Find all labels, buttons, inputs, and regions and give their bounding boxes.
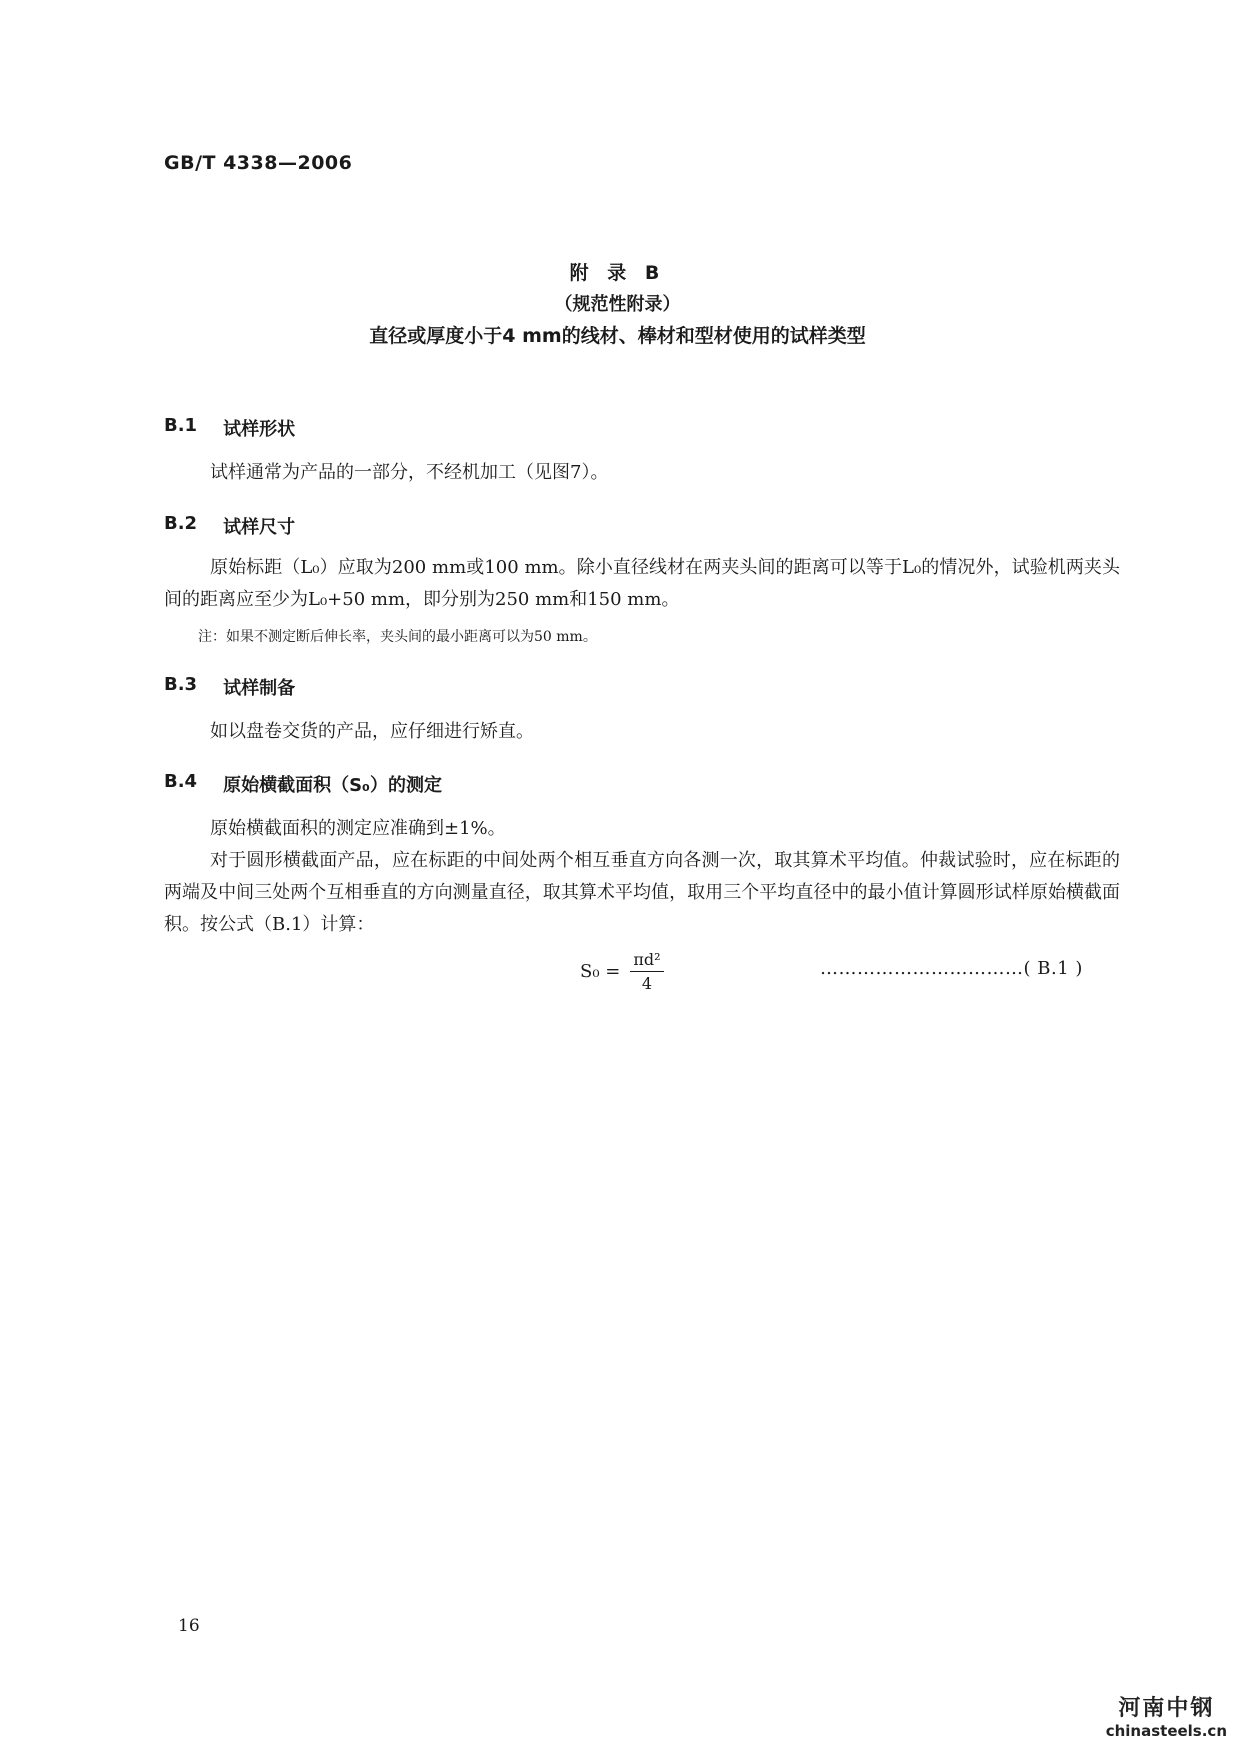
section-heading-b3 [164,674,295,700]
page-number: 16 [178,1616,200,1636]
formula-label-row [820,958,1083,979]
formula-label: ( B.1 ) [1023,958,1083,979]
formula-lhs: S₀ = [580,961,621,982]
section-title: 原始横截面积（S₀）的测定 [223,775,442,796]
formula-denominator: 4 [641,974,653,993]
appendix-subtitle: （规范性附录） [554,294,681,315]
formula-leader: …………………………… [820,958,1024,979]
appendix-title: 附 录 B [569,262,666,284]
section-number: B.1 [164,415,198,436]
section-heading-b1 [164,415,295,441]
paragraph: 对于圆形横截面产品，应在标距的中间处两个相互垂直方向各测一次，取其算术平均值。仲裁试验时，应在标距的两端及中间三处两个互相垂直的方向测量直径，取其算术平均值，取用三个平均直径中的最小值计算圆形试样原始横截面积。按公式（B.1）计算： [164,850,1120,935]
appendix-heading: 直径或厚度小于4 mm的线材、棒材和型材使用的试样类型 [369,325,866,347]
standard-code: GB/T 4338—2006 [164,152,353,174]
section-title: 试样形状 [223,419,296,440]
watermark-en: chinasteels.cn [1105,1722,1227,1740]
note: 注：如果不测定断后伸长率，夹头间的最小距离可以为50 mm。 [198,629,597,645]
section-number: B.4 [164,771,198,792]
formula-numerator: πd² [630,950,663,972]
section-number: B.2 [164,513,198,534]
section-title: 试样制备 [223,678,296,699]
paragraph: 试样通常为产品的一部分，不经机加工（见图7）。 [210,462,609,483]
paragraph: 原始横截面积的测定应准确到±1%。 [210,818,506,839]
watermark-cn: 河南中钢 [1118,1696,1215,1721]
section-heading-b2 [164,513,295,539]
watermark [1106,1691,1227,1740]
paragraph: 如以盘卷交货的产品，应仔细进行矫直。 [210,721,534,742]
section-heading-b4 [164,771,442,797]
formula-fraction [630,950,663,993]
paragraph: 原始标距（L₀）应取为200 mm或100 mm。除小直径线材在两夹头间的距离可以等于L₀的情况外，试验机两夹头间的距离应至少为L₀+50 mm，即分别为250 mm和150 mm。 [164,557,1120,610]
formula [580,950,664,993]
section-title: 试样尺寸 [223,517,296,538]
section-number: B.3 [164,674,198,695]
